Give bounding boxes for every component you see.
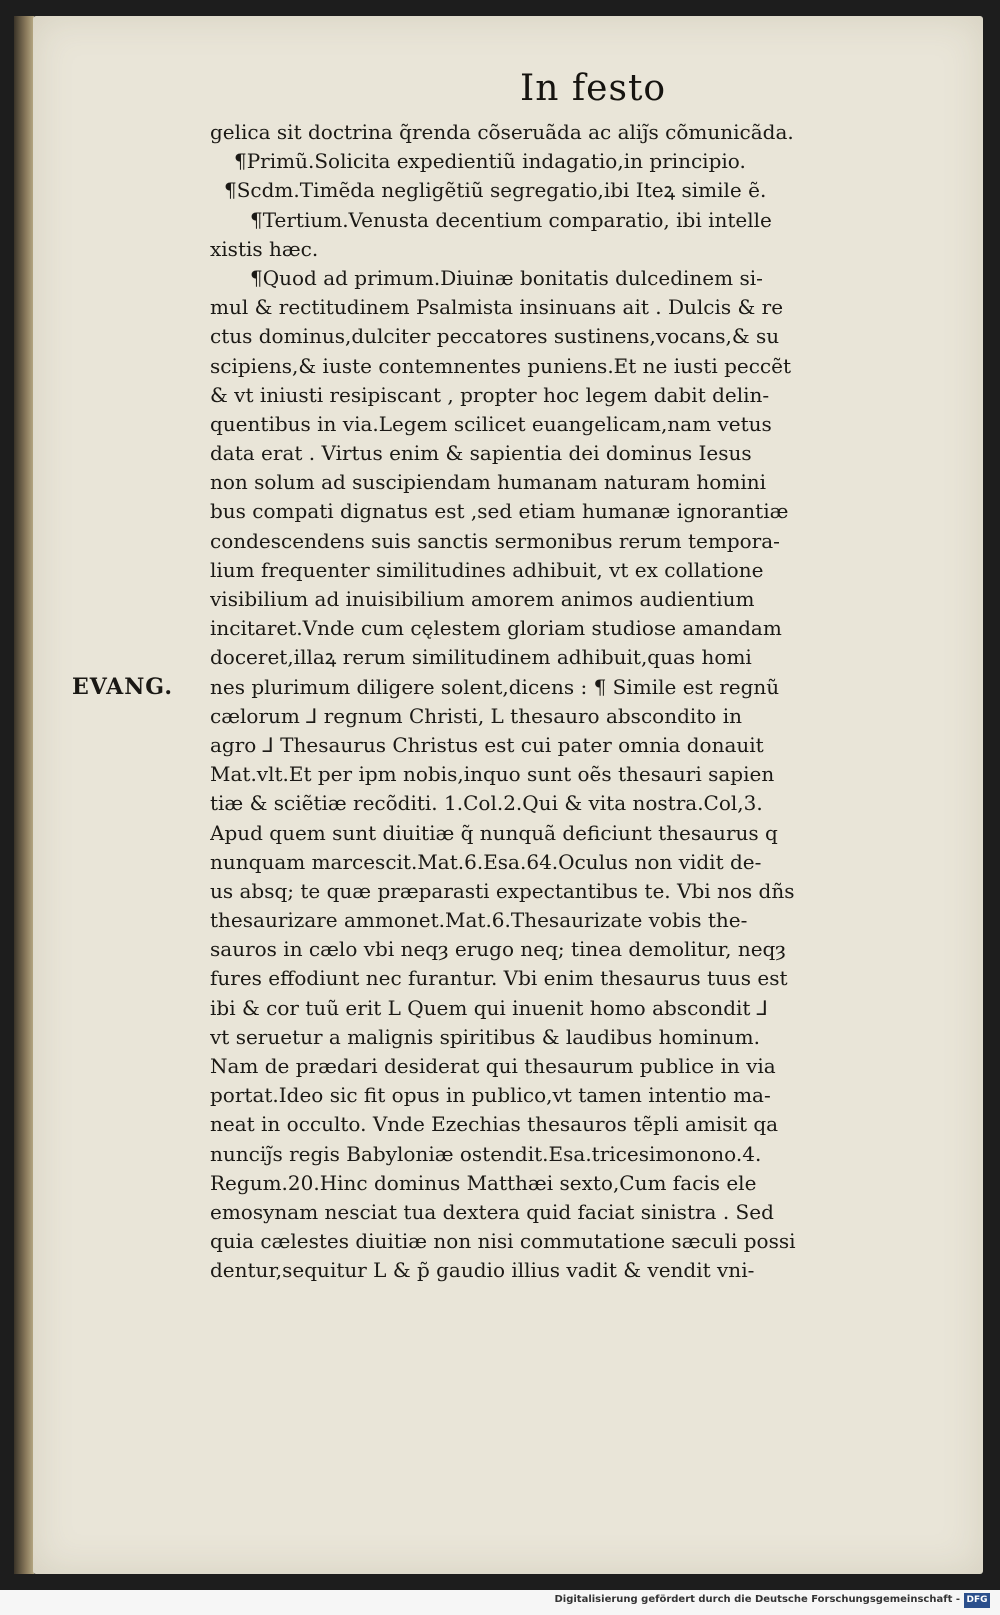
text-line: lium frequenter similitudines adhibuit, vt ex collatione (210, 557, 764, 582)
text-line: ctus dominus,dulciter peccatores sustinens,vocans,& su (210, 324, 780, 349)
text-line: fures effodiunt nec furantur. Vbi enim thesaurus tuus est (210, 966, 788, 991)
text-line: portat.Ideo sic fit opus in publico,vt tamen intentio ma- (210, 1083, 771, 1108)
text-line: ¶Primũ.Solicita expedientiũ indagatio,in principio. (234, 149, 746, 174)
dfg-logo-icon: DFG (964, 1593, 990, 1608)
text-line: neat in occulto. Vnde Ezechias thesauros tẽpli amisit qa (210, 1112, 779, 1137)
text-line: visibilium ad inuisibilium amorem animos audientium (210, 587, 755, 611)
text-line: & vt iniusti resipiscant , propter hoc legem dabit delin- (210, 382, 770, 407)
text-line: condescendens suis sanctis sermonibus rerum tempora- (210, 528, 780, 553)
text-line: ¶Quod ad primum.Diuinæ bonitatis dulcedinem si- (250, 265, 763, 290)
margin-note: EVANG. (72, 674, 173, 700)
text-line: nes plurimum diligere solent,dicens : ¶ Simile est regnũ (210, 674, 780, 699)
body-text (210, 118, 925, 1286)
text-line: quia cælestes diuitiæ non nisi commutatione sæculi possi (210, 1229, 796, 1254)
text-line: ¶Tertium.Venusta decentium comparatio, ibi intelle (250, 207, 772, 232)
text-line: us absq; te quæ præparasti expectantibus te. Vbi nos dñs (210, 878, 795, 903)
text-line: quentibus in via.Legem scilicet euangelicam,nam vetus (210, 411, 772, 436)
text-line: cælorum ⅃ regnum Christi, L thesauro abscondito in (210, 703, 742, 728)
text-line: Nam de prædari desiderat qui thesaurum publice in via (210, 1054, 776, 1078)
text-line: data erat . Virtus enim & sapientia dei dominus Iesus (210, 441, 752, 466)
funding-credit: Digitalisierung gefördert durch die Deutsche Forschungsgemeinschaft - (554, 1594, 960, 1605)
text-line: bus compati dignatus est ,sed etiam humanæ ignorantiæ (210, 499, 789, 524)
text-line: vt seruetur a malignis spiritibus & laudibus hominum. (210, 1024, 760, 1049)
text-line: ibi & cor tuũ erit L Quem qui inuenit homo abscondit ⅃ (210, 995, 768, 1020)
text-line: ¶Scdm.Timẽda negligẽtiũ segregatio,ibi Iteꝝ simile ẽ. (224, 178, 767, 203)
text-line: gelica sit doctrina q̃renda cõseruãda ac aliȷ̃s cõmunicãda. (210, 120, 794, 144)
text-line: doceret,illaꝝ rerum similitudinem adhibuit,quas homi (210, 645, 752, 670)
running-head: In festo (520, 68, 667, 109)
text-line: thesaurizare ammonet.Mat.6.Thesaurizate vobis the- (210, 908, 748, 933)
book-spine (14, 16, 34, 1574)
text-line: Mat.vlt.Et per ipm nobis,inquo sunt oẽs thesauri sapien (210, 762, 775, 787)
text-line: dentur,sequitur L & p̃ gaudio illius vadit & vendit vni- (210, 1258, 755, 1283)
text-line: emosynam nesciat tua dextera quid faciat sinistra . Sed (210, 1199, 774, 1224)
text-line: Regum.20.Hinc dominus Matthæi sexto,Cum facis ele (210, 1170, 757, 1195)
text-line: Apud quem sunt diuitiæ q̃ nunquã deficiunt thesaurus q (210, 820, 778, 845)
text-line: nunciȷ̃s regis Babyloniæ ostendit.Esa.tricesimonono.4. (210, 1141, 762, 1166)
text-line: agro ⅃ Thesaurus Christus est cui pater omnia donauit (210, 732, 764, 757)
text-line: xistis hæc. (210, 236, 319, 261)
text-line: incitaret.Vnde cum cęlestem gloriam studiose amandam (210, 616, 782, 641)
text-line: non solum ad suscipiendam humanam naturam homini (210, 470, 766, 495)
footer-strip (0, 1590, 1000, 1615)
text-line: tiæ & sciẽtiæ recõditi. 1.Col.2.Qui & vita nostra.Col,3. (210, 791, 763, 816)
text-line: scipiens,& iuste contemnentes puniens.Et ne iusti peccẽt (210, 353, 791, 378)
text-line: sauros in cælo vbi neqȝ erugo neq; tinea demolitur, neqȝ (210, 937, 786, 962)
text-line: mul & rectitudinem Psalmista insinuans ait . Dulcis & re (210, 295, 784, 320)
text-line: nunquam marcescit.Mat.6.Esa.64.Oculus non vidit de- (210, 849, 762, 874)
